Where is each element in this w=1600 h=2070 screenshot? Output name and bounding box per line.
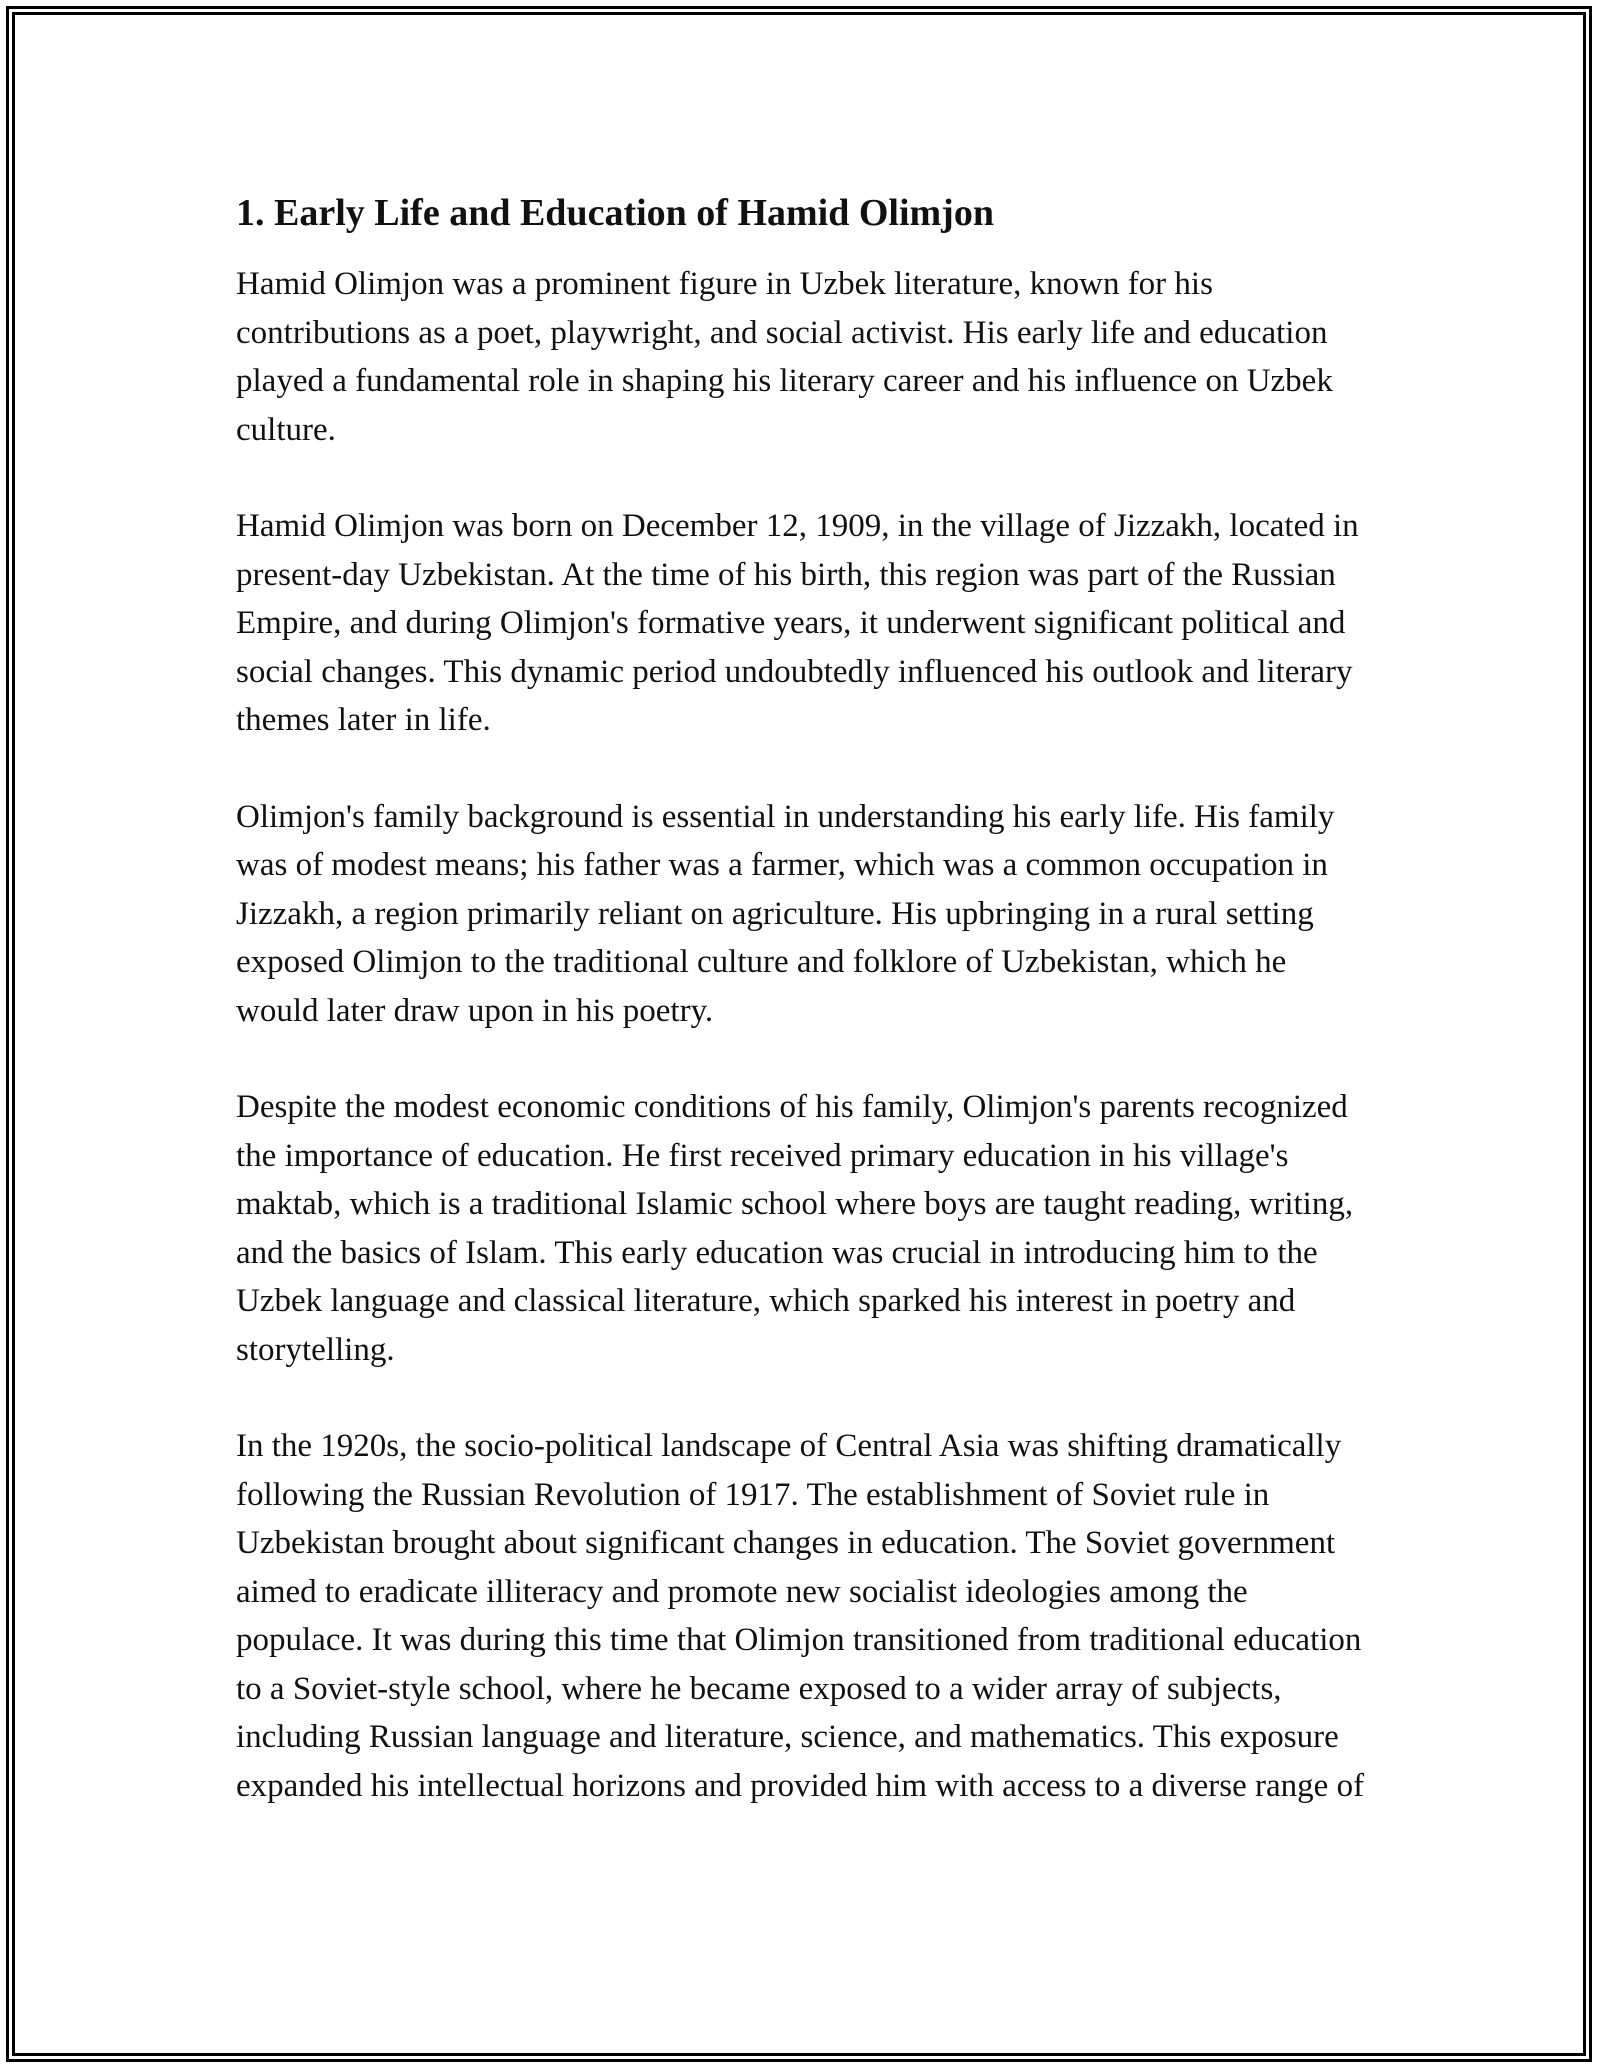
paragraph-soviet-education: In the 1920s, the socio-political landscape of Central Asia was shifting dramatically following the Russian Revolution of 1917. The establishment of Soviet rule in Uzbekistan brought about significant changes in education. The Soviet government aimed to eradicate illiteracy and promote new socialist ideologies among the populace. It was during this time that Olimjon transitioned from traditional education to a Soviet-style school, where he became exposed to a wider array of subjects, including Russian language and literature, science, and mathematics. This exposure expanded his intellectual horizons and provided him with access to a diverse range of xyxy=(236,1428,1365,1804)
paragraph-maktab-education: Despite the modest economic conditions of his family, Olimjon's parents recognized the importance of education. He first received primary education in his village's maktab, which is a traditional Islamic school where boys are taught reading, writing, and the basics of Islam. This early education was crucial in introducing him to the Uzbek language and classical literature, which sparked his interest in poetry and storytelling. xyxy=(236,1089,1354,1368)
paragraph-birth: Hamid Olimjon was born on December 12, 1909, in the village of Jizzakh, located in present-day Uzbekistan. At the time of his birth, this region was part of the Russian Empire, and during Olimjon's formative years, it underwent significant political and social changes. This dynamic period undoubtedly influenced his outlook and literary themes later in life. xyxy=(236,508,1359,738)
paragraph-family: Olimjon's family background is essential in understanding his early life. His family was of modest means; his father was a farmer, which was a common occupation in Jizzakh, a region primarily reliant on agriculture. His upbringing in a rural setting exposed Olimjon to the traditional culture and folklore of Uzbekistan, which he would later draw upon in his poetry. xyxy=(236,798,1335,1029)
paragraph-intro: Hamid Olimjon was a prominent figure in Uzbek literature, known for his contributions as a poet, playwright, and social activist. His early life and education played a fundamental role in shaping his literary career and his influence on Uzbek culture. xyxy=(236,266,1333,448)
section-heading: 1. Early Life and Education of Hamid Olimjon xyxy=(236,192,994,234)
document-body xyxy=(236,188,1376,1810)
